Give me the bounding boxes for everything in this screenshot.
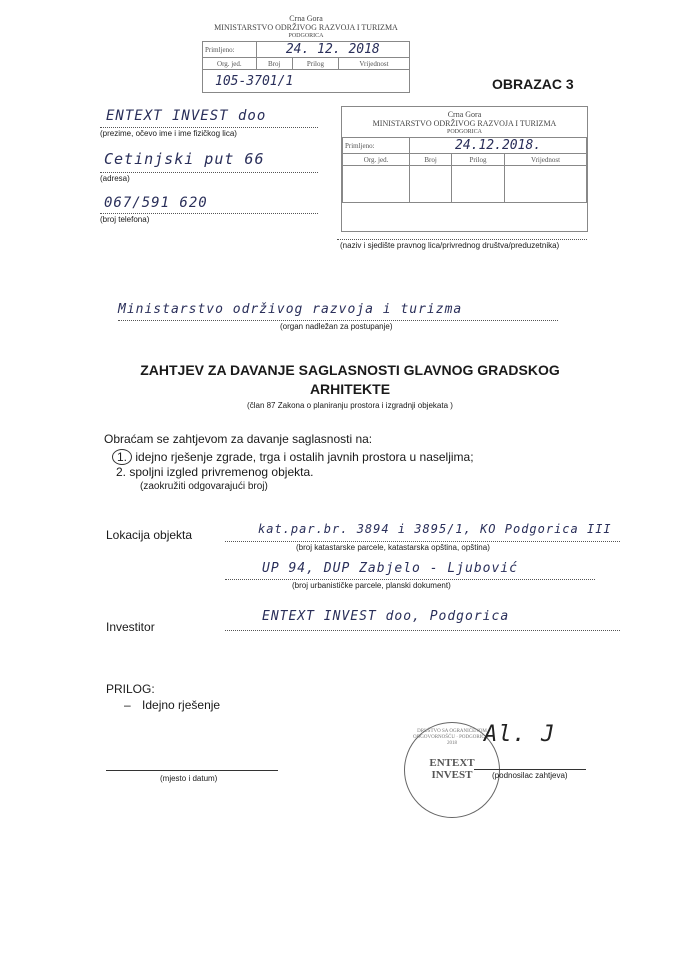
received-stamp-top: [202, 14, 410, 110]
location-parcel-caption: (broj katastarske parcele, katastarska opština, opština): [296, 543, 490, 552]
stamp-ministry: MINISTARSTVO ODRŽIVOG RAZVOJA I TURIZMA: [214, 23, 398, 32]
form-title-line1: ZAHTJEV ZA DAVANJE SAGLASNOSTI GLAVNOG GRADSKOG: [140, 362, 560, 378]
attachment-label: PRILOG:: [106, 682, 155, 696]
stamp-col-number: Broj: [410, 154, 452, 166]
applicant-name-caption: (prezime, očevo ime i ime fizičkog lica): [100, 129, 237, 138]
stamp-city: PODGORICA: [288, 33, 324, 39]
attachment-text: Idejno rješenje: [142, 698, 221, 712]
applicant-name: ENTEXT INVEST doo: [106, 108, 267, 124]
signer-caption: (podnosilac zahtjeva): [492, 771, 568, 780]
request-option-1: [112, 449, 474, 465]
option-1-text: idejno rješenje zgrade, trga i ostalih javnih prostora u naseljima;: [135, 450, 474, 464]
stamp-country: Crna Gora: [447, 110, 482, 119]
stamp-col-attachment: Prilog: [451, 154, 504, 166]
stamp-ministry: MINISTARSTVO ODRŽIVOG RAZVOJA I TURIZMA: [372, 119, 557, 128]
applicant-phone-caption: (broj telefona): [100, 215, 150, 224]
stamp-col-org: Org. jed.: [343, 154, 410, 166]
applicant-address-caption: (adresa): [100, 174, 130, 183]
stamp-received-label: Primljeno:: [203, 42, 257, 58]
attachment-dash: –: [124, 698, 131, 712]
location-parcel: kat.par.br. 3894 i 3895/1, KO Podgorica III: [258, 522, 612, 536]
stamp-received-date: 24.12.2018.: [410, 138, 587, 154]
seal-name-line2: INVEST: [431, 769, 473, 781]
location-urban-parcel: UP 94, DUP Zabjelo - Ljubović: [262, 561, 518, 576]
applicant-address: Cetinjski put 66: [104, 150, 265, 168]
stamp-table: [202, 41, 410, 93]
seal-ring-text: DRUŠTVO SA OGRANIČENOM ODGOVORNOŠĆU · PODGORICA · 2018: [413, 729, 491, 746]
received-stamp-right: [341, 106, 588, 232]
option-2-text: spoljni izgled privremenog objekta.: [129, 465, 314, 479]
request-option-2: [116, 465, 313, 479]
stamp-col-value: Vrijednost: [505, 154, 587, 166]
stamp-table: [342, 137, 587, 203]
option-1-number: 1.: [112, 449, 132, 465]
stamp-country: Crna Gora: [289, 14, 323, 23]
request-note: (zaokružiti odgovarajući broj): [140, 481, 268, 492]
investor-label: Investitor: [106, 620, 155, 634]
stamp-received-label: Primljeno:: [343, 138, 410, 154]
location-urban-caption: (broj urbanističke parcele, planski dokument): [292, 581, 451, 590]
stamp-number: 105-3701/1: [203, 70, 410, 93]
form-subtitle: (član 87 Zakona o planiranju prostora i izgradnji objekata ): [247, 401, 453, 410]
authority-caption: (organ nadležan za postupanje): [280, 322, 393, 331]
stamp-city: PODGORICA: [446, 129, 482, 135]
applicant-phone: 067/591 620: [104, 195, 208, 211]
attachment-item: [124, 698, 220, 712]
authority-value: Ministarstvo održivog razvoja i turizma: [118, 302, 463, 317]
stamp-col-attachment: Prilog: [292, 58, 338, 70]
stamp-col-number: Broj: [256, 58, 292, 70]
request-intro: Obraćam se zahtjevom za davanje saglasnosti na:: [104, 432, 373, 446]
option-2-number: 2.: [116, 465, 127, 479]
location-label: Lokacija objekta: [106, 528, 193, 542]
stamp-received-date: 24. 12. 2018: [256, 42, 409, 58]
seal-name-line1: ENTEXT: [429, 757, 475, 769]
signature: Al. J: [484, 722, 556, 747]
stamp-col-value: Vrijednost: [338, 58, 409, 70]
stamp-col-org: Org. jed.: [203, 58, 257, 70]
form-title-line2: ARHITEKTE: [309, 381, 391, 397]
investor-value: ENTEXT INVEST doo, Podgorica: [262, 609, 510, 624]
place-date-caption: (mjesto i datum): [160, 774, 218, 783]
form-number: OBRAZAC 3: [492, 76, 574, 92]
legal-entity-caption: (naziv i sjedište pravnog lica/privrednog društva/preduzetnika): [340, 241, 560, 250]
